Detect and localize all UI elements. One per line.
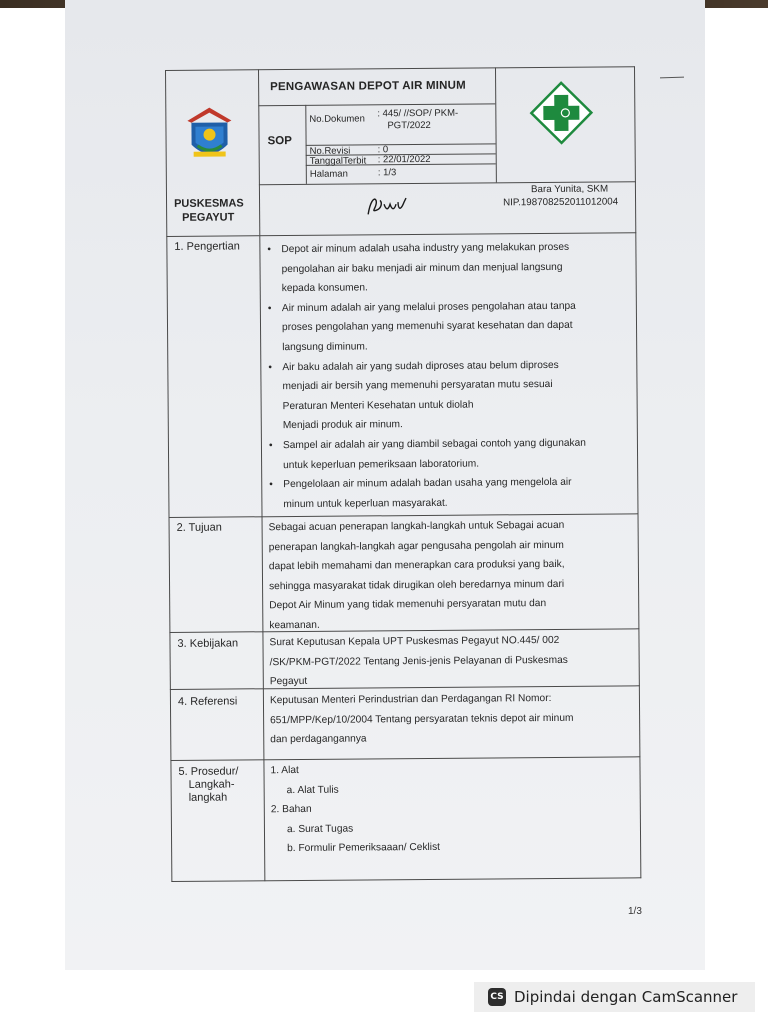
section-label-pengertian: 1. Pengertian — [174, 240, 240, 253]
line-text: langsung diminum. — [282, 341, 368, 354]
meta-value-halaman: : 1/3 — [377, 167, 397, 179]
institution-line-1: PUSKESMAS — [174, 197, 244, 210]
line-text: Air baku adalah air yang sudah diproses atau belum diproses — [282, 359, 559, 373]
pengertian-body — [265, 237, 633, 514]
line-text: menjadi air bersih yang memenuhi persyaratan mutu sesuai — [282, 379, 553, 393]
signatory-name: Bara Yunita, SKM — [530, 183, 609, 196]
line-text: Air minum adalah air yang melalui proses pengolahan atau tanpa — [281, 300, 576, 314]
line-text: dapat lebih memahami dan menerapkan cara produksi yang baik, — [268, 559, 565, 573]
meta-value-dokumen: : 445/ //SOP/ PKM- — [377, 107, 459, 120]
referensi-body — [270, 688, 636, 750]
bullet-icon: • — [268, 361, 272, 373]
line-text: keamanan. — [269, 619, 320, 632]
line-text: untuk keperluan pemeriksaan laboratorium. — [283, 458, 480, 471]
border — [166, 232, 636, 237]
line-text: Pengelolaan air minum adalah badan usaha yang mengelola air — [283, 476, 572, 491]
camscanner-icon: CS — [488, 988, 506, 1006]
institution-line-2: PEGAYUT — [182, 211, 235, 224]
line-text: sehingga masyarakat tidak dirugikan oleh beredarnya minum dari — [269, 578, 565, 592]
line-text: minum untuk keperluan masyarakat. — [283, 497, 448, 510]
line-text: Depot Air Minum yang tidak memenuhi persyaratan mutu dan — [269, 598, 547, 612]
line-text: dan perdagangannya — [270, 733, 367, 746]
line-text: Pegayut — [269, 676, 308, 688]
section-label-tujuan: 2. Tujuan — [176, 521, 222, 534]
line-text: proses pengolahan yang memenuhi syarat kesehatan dan dapat — [281, 320, 573, 334]
bullet-icon: • — [267, 244, 272, 256]
meta-value-terbit: : 22/01/2022 — [377, 153, 431, 166]
pengertian-line — [267, 492, 633, 514]
line-text: Depot air minum adalah usaha industry yang melakukan proses — [281, 241, 570, 256]
line-text: b. Formulir Pemeriksaaan/ Ceklist — [287, 842, 441, 855]
signatory-nip: NIP.198708252011012004 — [503, 196, 619, 209]
bullet-icon: • — [269, 479, 273, 491]
meta-value-revisi: : 0 — [377, 144, 389, 156]
meta-value-dokumen-cont: PGT/2022 — [387, 119, 431, 132]
page-number: 1/3 — [628, 906, 642, 917]
line-text: penerapan langkah-langkah agar pengusaha pengolah air minum — [268, 539, 564, 553]
referensi-line — [270, 728, 636, 750]
district-logo — [183, 104, 235, 162]
border — [258, 69, 260, 235]
line-text: kepada konsumen. — [281, 282, 368, 295]
tujuan-body — [269, 515, 636, 635]
border — [259, 235, 265, 881]
section-label-prosedur-3: langkah — [188, 791, 228, 804]
line-text: /SK/PKM-PGT/2022 Tentang Jenis-jenis Pelayanan di Puskesmas — [269, 654, 568, 668]
line-text: a. Surat Tugas — [286, 823, 354, 835]
meta-label-halaman: Halaman — [309, 168, 348, 180]
line-text: 1. Alat — [270, 764, 299, 777]
meta-label-dokumen: No.Dokumen — [309, 113, 365, 125]
line-text: Menjadi produk air minum. — [282, 419, 403, 432]
line-text: Peraturan Menteri Kesehatan untuk diolah — [282, 399, 474, 412]
kebijakan-body — [269, 630, 635, 692]
line-text: Keputusan Menteri Perindustrian dan Perdagangan RI Nomor: — [269, 692, 552, 707]
bullet-icon: • — [267, 302, 272, 314]
border — [258, 103, 495, 106]
document-title: PENGAWASAN DEPOT AIR MINUM — [270, 79, 466, 94]
camscanner-watermark — [474, 982, 755, 1012]
sop-label: SOP — [267, 135, 292, 148]
bullet-icon: • — [268, 440, 273, 452]
health-cross-logo — [529, 81, 594, 146]
prosedur-body — [270, 758, 637, 859]
section-label-prosedur-2: Langkah- — [188, 778, 235, 791]
line-text: Sampel air adalah air yang diambil sebagai contoh yang digunakan — [282, 437, 586, 452]
camscanner-text: Dipindai dengan CamScanner — [514, 988, 738, 1006]
prosedur-line — [271, 837, 637, 859]
meta-label-revisi: No.Revisi — [309, 145, 351, 157]
line-text: 2. Bahan — [270, 804, 312, 816]
line-text: 651/MPP/Kep/10/2004 Tentang persyaratan teknis depot air minum — [270, 712, 574, 726]
line-text: Sebagai acuan penerapan langkah-langkah untuk Sebagai acuan — [268, 519, 565, 534]
signature — [364, 192, 410, 222]
section-label-referensi: 4. Referensi — [177, 695, 238, 708]
border — [495, 67, 497, 182]
section-label-prosedur-1: 5. Prosedur/ — [178, 765, 239, 778]
meta-label-terbit: TanggalTerbit — [309, 155, 367, 167]
line-text: a. Alat Tulis — [286, 784, 339, 796]
line-text: pengolahan air baku menjadi air minum dan menjual langsung — [281, 261, 563, 275]
sop-document — [165, 66, 641, 882]
line-text: Surat Keputusan Kepala UPT Puskesmas Pegayut NO.445/ 002 — [269, 634, 560, 649]
section-label-kebijakan: 3. Kebijakan — [177, 637, 239, 650]
